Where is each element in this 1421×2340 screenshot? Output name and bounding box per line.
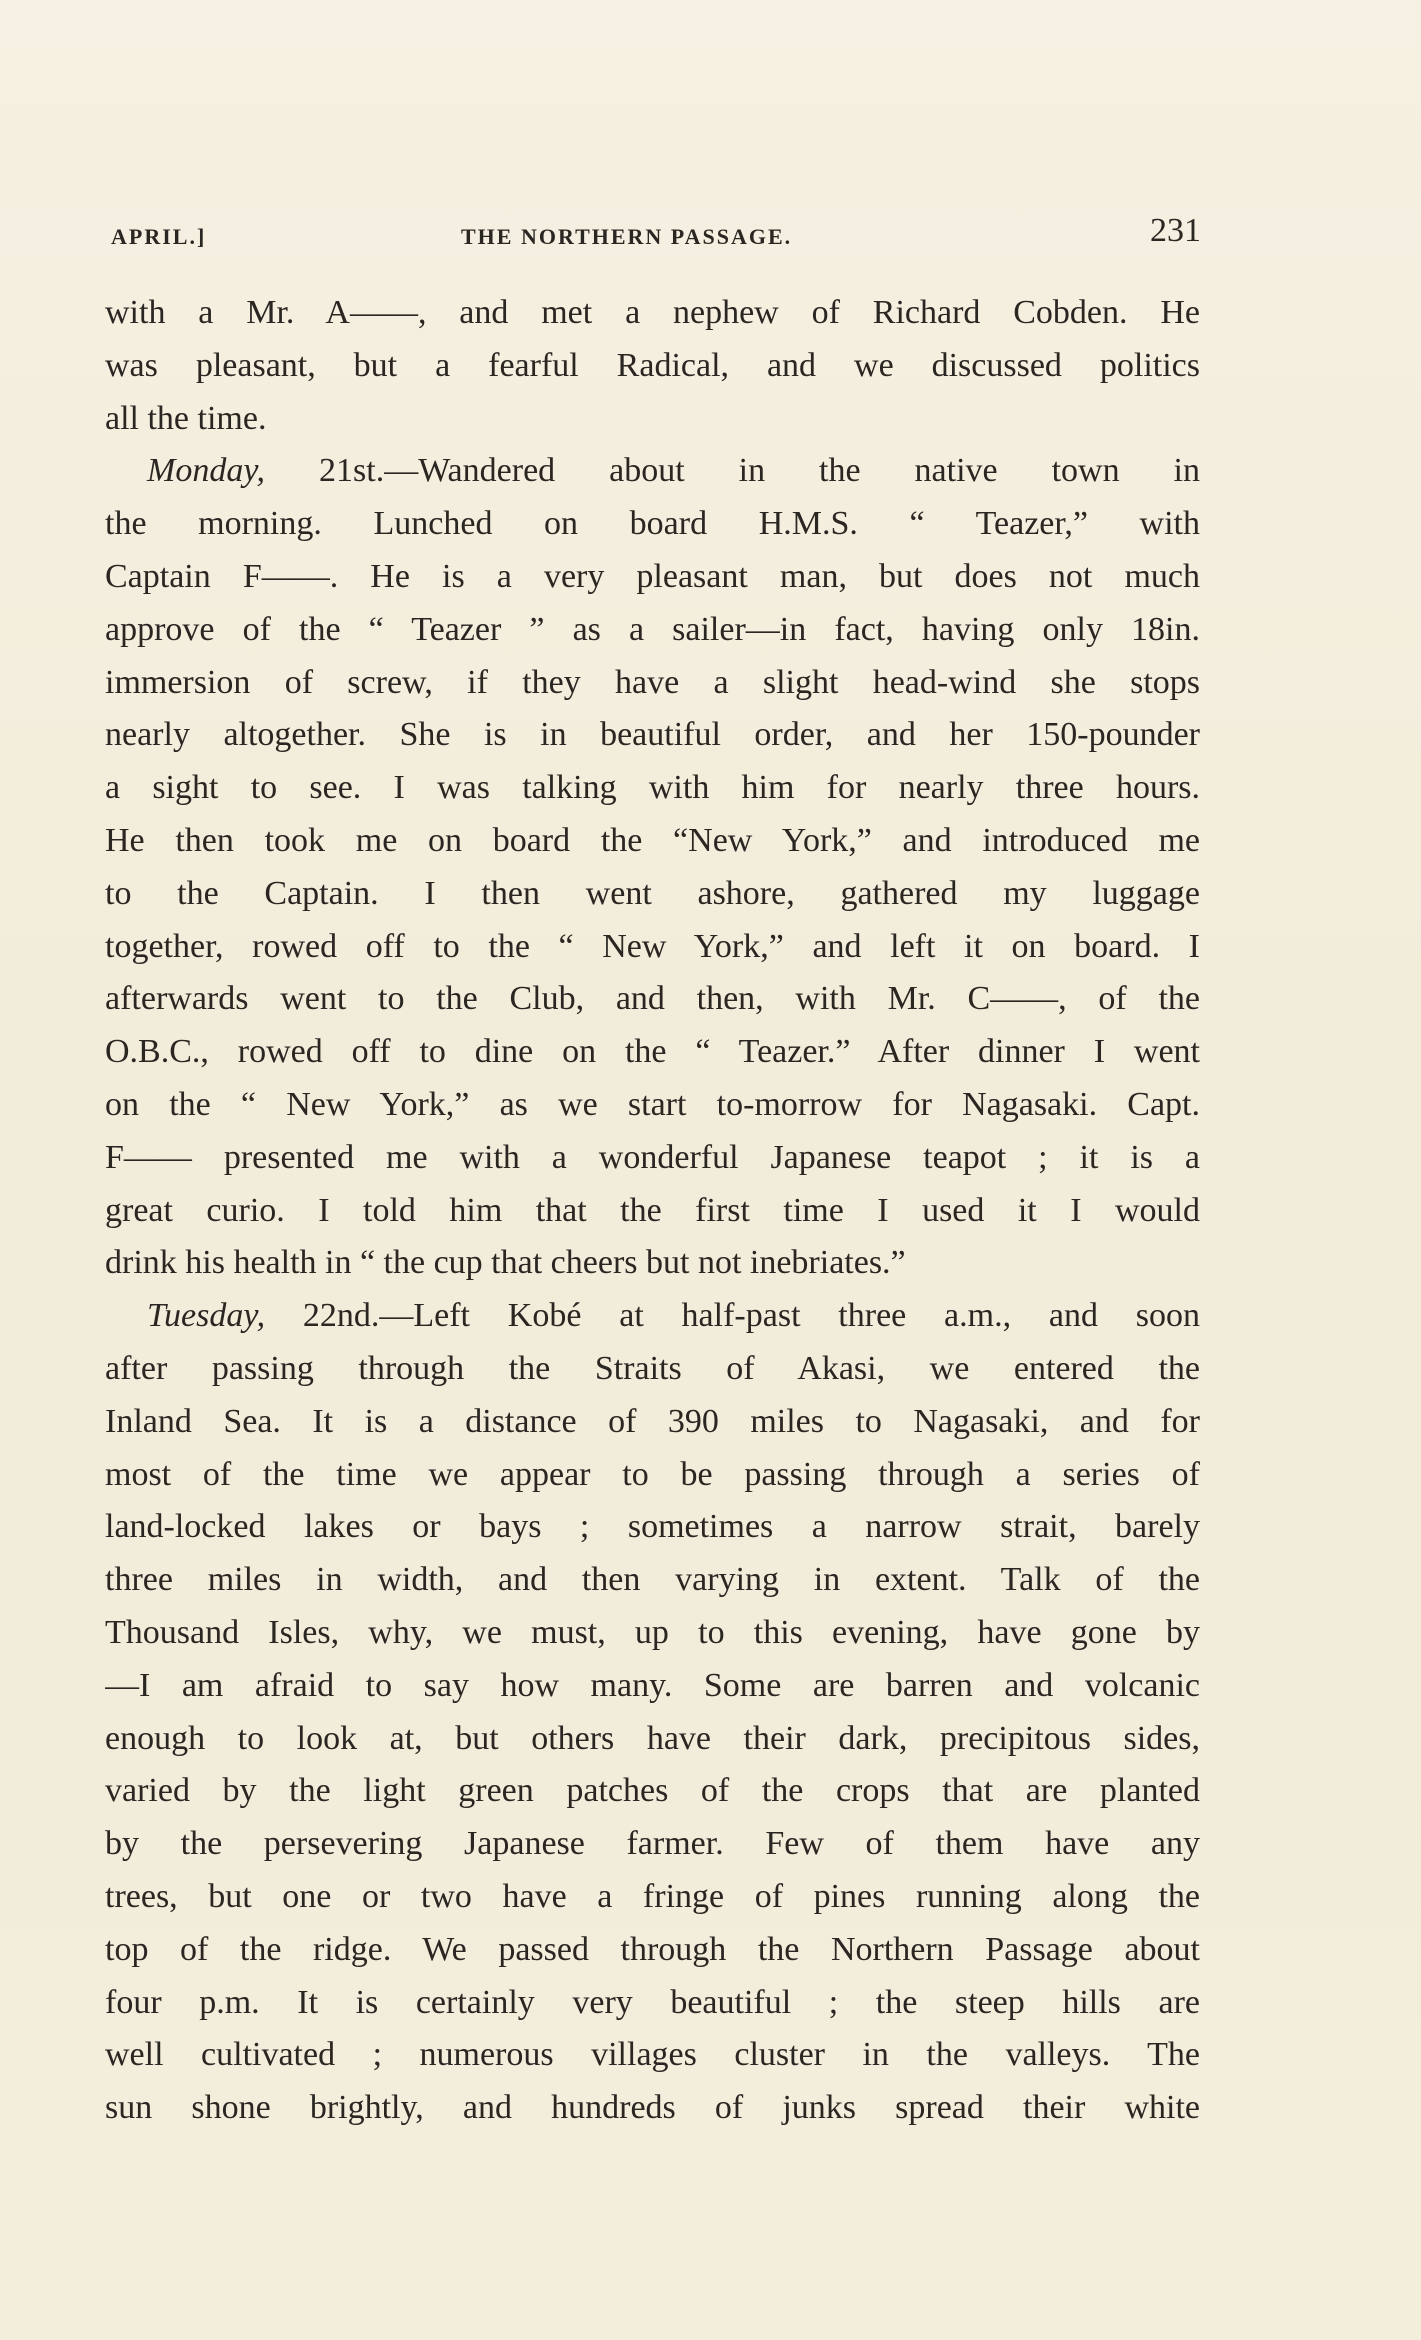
line-text: —I am afraid to say how many. Some are barren and volcanic <box>105 1666 1200 1704</box>
text-line <box>105 815 1200 868</box>
text-line <box>105 1977 1200 2030</box>
line-text: to the Captain. I then went ashore, gathered my luggage <box>105 874 1200 912</box>
page-number: 231 <box>1150 212 1201 249</box>
day-name: Monday, <box>147 452 266 490</box>
body-text <box>105 287 1200 2135</box>
line-text: trees, but one or two have a fringe of pines running along the <box>105 1877 1200 1915</box>
line-text: four p.m. It is certainly very beautiful ; the steep hills are <box>105 1983 1200 2021</box>
line-text: most of the time we appear to be passing through a series of <box>105 1455 1200 1493</box>
line-text: top of the ridge. We passed through the Northern Passage about <box>105 1930 1200 1968</box>
line-text: 21st.—Wandered about in the native town in <box>265 452 1200 490</box>
text-line <box>105 1713 1200 1766</box>
text-line <box>105 921 1200 974</box>
text-line <box>105 340 1200 393</box>
line-text: three miles in width, and then varying in extent. Talk of the <box>105 1561 1200 1599</box>
line-text: varied by the light green patches of the crops that are planted <box>105 1772 1200 1810</box>
line-text: great curio. I told him that the first time I used it I would <box>105 1191 1200 1229</box>
line-text: sun shone brightly, and hundreds of junks spread their white <box>105 2089 1200 2127</box>
line-text: by the persevering Japanese farmer. Few of them have any <box>105 1825 1200 1863</box>
text-line <box>105 762 1200 815</box>
text-line <box>105 1765 1200 1818</box>
text-line <box>105 657 1200 710</box>
line-text: a sight to see. I was talking with him for nearly three hours. <box>105 769 1200 807</box>
line-text: after passing through the Straits of Akasi, we entered the <box>105 1349 1200 1387</box>
text-line <box>105 551 1200 604</box>
line-text: O.B.C., rowed off to dine on the “ Teazer.” After dinner I went <box>105 1033 1200 1071</box>
text-line <box>105 868 1200 921</box>
text-line <box>105 1237 1200 1290</box>
line-text: the morning. Lunched on board H.M.S. “ Teazer,” with <box>105 505 1200 543</box>
line-text: land-locked lakes or bays ; sometimes a narrow strait, barely <box>105 1508 1200 1546</box>
line-text: approve of the “ Teazer ” as a sailer—in fact, having only 18in. <box>105 610 1200 648</box>
line-text: Captain F——. He is a very pleasant man, but does not much <box>105 557 1200 595</box>
text-line <box>105 973 1200 1026</box>
text-line <box>105 1185 1200 1238</box>
text-line <box>105 1132 1200 1185</box>
line-text: all the time. <box>105 399 267 437</box>
text-line <box>105 1026 1200 1079</box>
text-line <box>105 1343 1200 1396</box>
line-text: was pleasant, but a fearful Radical, and we discussed politics <box>105 346 1200 384</box>
text-line <box>105 709 1200 762</box>
text-line <box>105 2029 1200 2082</box>
line-text: F—— presented me with a wonderful Japanese teapot ; it is a <box>105 1138 1200 1176</box>
text-line <box>105 1449 1200 1502</box>
line-text: afterwards went to the Club, and then, with Mr. C——, of the <box>105 980 1200 1018</box>
line-text: with a Mr. A——, and met a nephew of Richard Cobden. He <box>105 294 1200 331</box>
line-text: 22nd.—Left Kobé at half-past three a.m., and soon <box>265 1297 1200 1335</box>
text-line <box>105 1396 1200 1449</box>
line-text: drink his health in “ the cup that cheers but not inebriates.” <box>105 1244 906 1282</box>
line-text: Inland Sea. It is a distance of 390 miles to Nagasaki, and for <box>105 1402 1200 1440</box>
text-line <box>105 1501 1200 1554</box>
text-line <box>105 1079 1200 1132</box>
text-line <box>105 1660 1200 1713</box>
text-line <box>105 2082 1200 2135</box>
text-line <box>105 1924 1200 1977</box>
line-text: together, rowed off to the “ New York,” and left it on board. I <box>105 927 1200 965</box>
line-text: immersion of screw, if they have a slight head-wind she stops <box>105 663 1200 701</box>
line-text: Thousand Isles, why, we must, up to this evening, have gone by <box>105 1613 1200 1651</box>
line-text: He then took me on board the “New York,” and introduced me <box>105 821 1200 859</box>
text-line <box>105 1607 1200 1660</box>
text-line <box>105 604 1200 657</box>
header-month: APRIL.] <box>111 224 207 249</box>
running-header <box>111 212 1201 260</box>
text-line <box>105 1554 1200 1607</box>
header-title: THE NORTHERN PASSAGE. <box>461 224 793 249</box>
line-text: on the “ New York,” as we start to-morrow for Nagasaki. Capt. <box>105 1085 1200 1123</box>
text-line <box>105 287 1200 340</box>
text-line <box>105 393 1200 446</box>
line-text: enough to look at, but others have their dark, precipitous sides, <box>105 1719 1200 1757</box>
text-line <box>105 445 1200 498</box>
text-line <box>105 1871 1200 1924</box>
line-text: well cultivated ; numerous villages cluster in the valleys. The <box>105 2036 1200 2074</box>
line-text: nearly altogether. She is in beautiful order, and her 150-pounder <box>105 716 1200 754</box>
text-line <box>105 498 1200 551</box>
text-line <box>105 1818 1200 1871</box>
text-line <box>105 1290 1200 1343</box>
day-name: Tuesday, <box>147 1297 266 1335</box>
